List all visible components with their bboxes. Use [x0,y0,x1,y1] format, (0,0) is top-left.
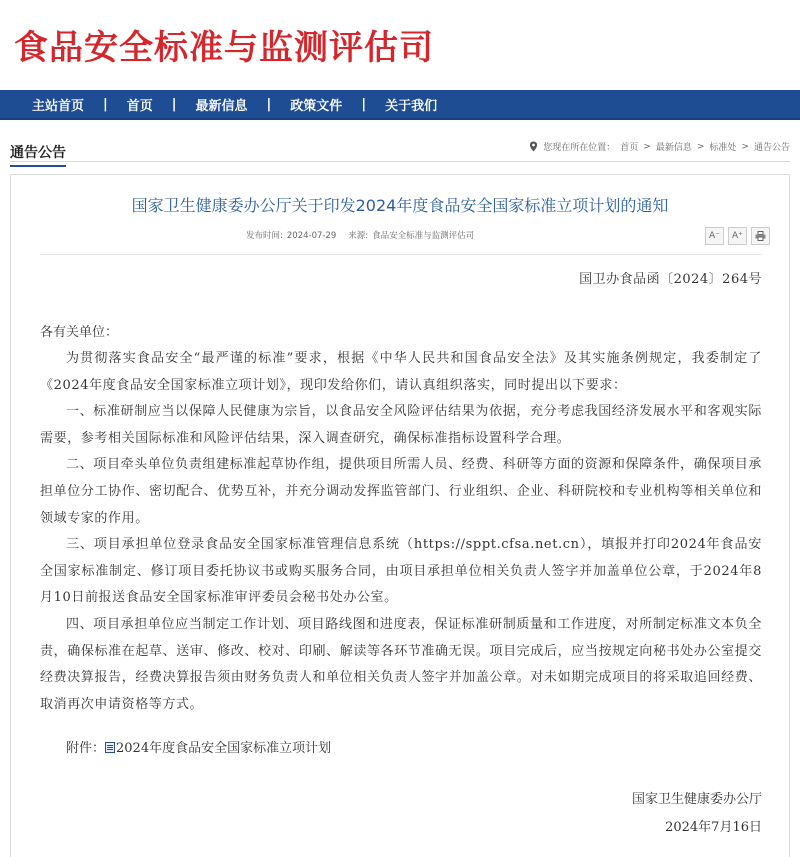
source: 食品安全标准与监测评估司 [372,231,475,241]
source-label: 来源: [348,231,369,241]
location-pin-icon [529,141,538,152]
nav-separator: | [361,96,367,112]
nav-item-latest-news[interactable]: 最新信息 [195,98,248,114]
font-larger-button[interactable]: A⁺ [728,227,747,245]
attachment-link[interactable]: 2024年度食品安全国家标准立项计划 [116,741,332,757]
paragraph: 为贯彻落实食品安全“最严谨的标准”要求，根据《中华人民共和国食品安全法》及其实施条例规定，我委制定了《2024年度食品安全国家标准立项计划》，现印发给你们，请认真组织落实，同时提出以下要求： [40,351,762,393]
nav-separator: | [171,96,177,112]
attachment-label: 附件： [66,741,106,757]
site-header [0,0,800,88]
article-body [40,266,762,842]
article-meta [246,229,474,241]
breadcrumb [529,140,790,153]
paragraph: 一、标准研制应当以保障人民健康为宗旨，以食品安全风险评估结果为依据，充分考虑我国经济发展水平和客观实际需要，参考相关国际标准和风险评估结果，深入调查研究，确保标准指标设置科学合理。 [40,404,762,446]
nav-item-policy-docs[interactable]: 政策文件 [290,98,343,114]
article-tools [705,227,770,245]
paragraph: 三、项目承担单位登录食品安全国家标准管理信息系统（https://sppt.cfsa.net.cn），填报并打印2024年食品安全国家标准制定、修订项目委托协议书或购买服务合同，由项目承担单位相关负责人签字并加盖单位公章，于2024年8月10日前报送食品安全国家标准审评委员会秘书处办公室。 [40,537,762,606]
title-divider [40,254,762,255]
signature-date: 2024年7月16日 [665,820,762,836]
publish-date: 2024-07-29 [286,231,337,241]
signature-org: 国家卫生健康委办公厅 [631,792,762,808]
site-title[interactable]: 食品安全标准与监测评估司 [14,28,434,68]
breadcrumb-prefix: 您现在所在位置： [543,143,616,153]
nav-item-main-home[interactable]: 主站首页 [32,98,85,114]
section-bar [10,138,790,162]
attachment [40,736,762,762]
nav-separator: | [103,96,108,112]
paragraph: 四、项目承担单位应当制定工作计划、项目路线图和进度表，保证标准研制质量和工作进度，对所制定标准文本负全责，确保标准在起草、送审、修改、校对、印刷、解读等各环节准确无误。项目完成后，应当按规定向秘书处办公室提交经费决算报告，经费决算报告须由财务负责人和单位相关负责人签字并加盖公章。对未如期完成项目的将采取追回经费、取消再次申请资格等方式。 [40,616,762,712]
print-button[interactable] [751,227,770,245]
breadcrumb-separator: > [696,141,705,152]
paragraph: 二、项目牵头单位负责组建标准起草协作组，提供项目所需人员、经费、科研等方面的资源和保障条件，确保项目承担单位分工协作、密切配合、优势互补，并充分调动发挥监管部门、行业组织、企业、科研院校和专业机构等相关单位和领域专家的作用。 [40,457,762,526]
nav-item-about-us[interactable]: 关于我们 [385,98,438,114]
article-title: 国家卫生健康委办公厅关于印发2024年度食品安全国家标准立项计划的通知 [131,196,669,215]
breadcrumb-current[interactable]: 通告公告 [753,143,790,153]
section-title: 通告公告 [10,142,66,167]
breadcrumb-separator: > [741,141,749,152]
nav-item-home[interactable]: 首页 [126,98,153,114]
document-icon [105,742,115,753]
publish-date-label: 发布时间: [246,231,283,241]
breadcrumb-standards[interactable]: 标准处 [709,143,737,153]
main-nav [0,90,800,120]
breadcrumb-separator: > [643,141,651,152]
breadcrumb-latest[interactable]: 最新信息 [655,143,692,153]
nav-separator: | [266,96,272,112]
breadcrumb-home[interactable]: 首页 [620,143,639,153]
print-icon [755,231,766,241]
document-number: 国卫办食品函〔2024〕264号 [579,272,762,287]
addressee: 各有关单位： [40,325,119,340]
font-smaller-button[interactable]: A⁻ [705,227,724,245]
